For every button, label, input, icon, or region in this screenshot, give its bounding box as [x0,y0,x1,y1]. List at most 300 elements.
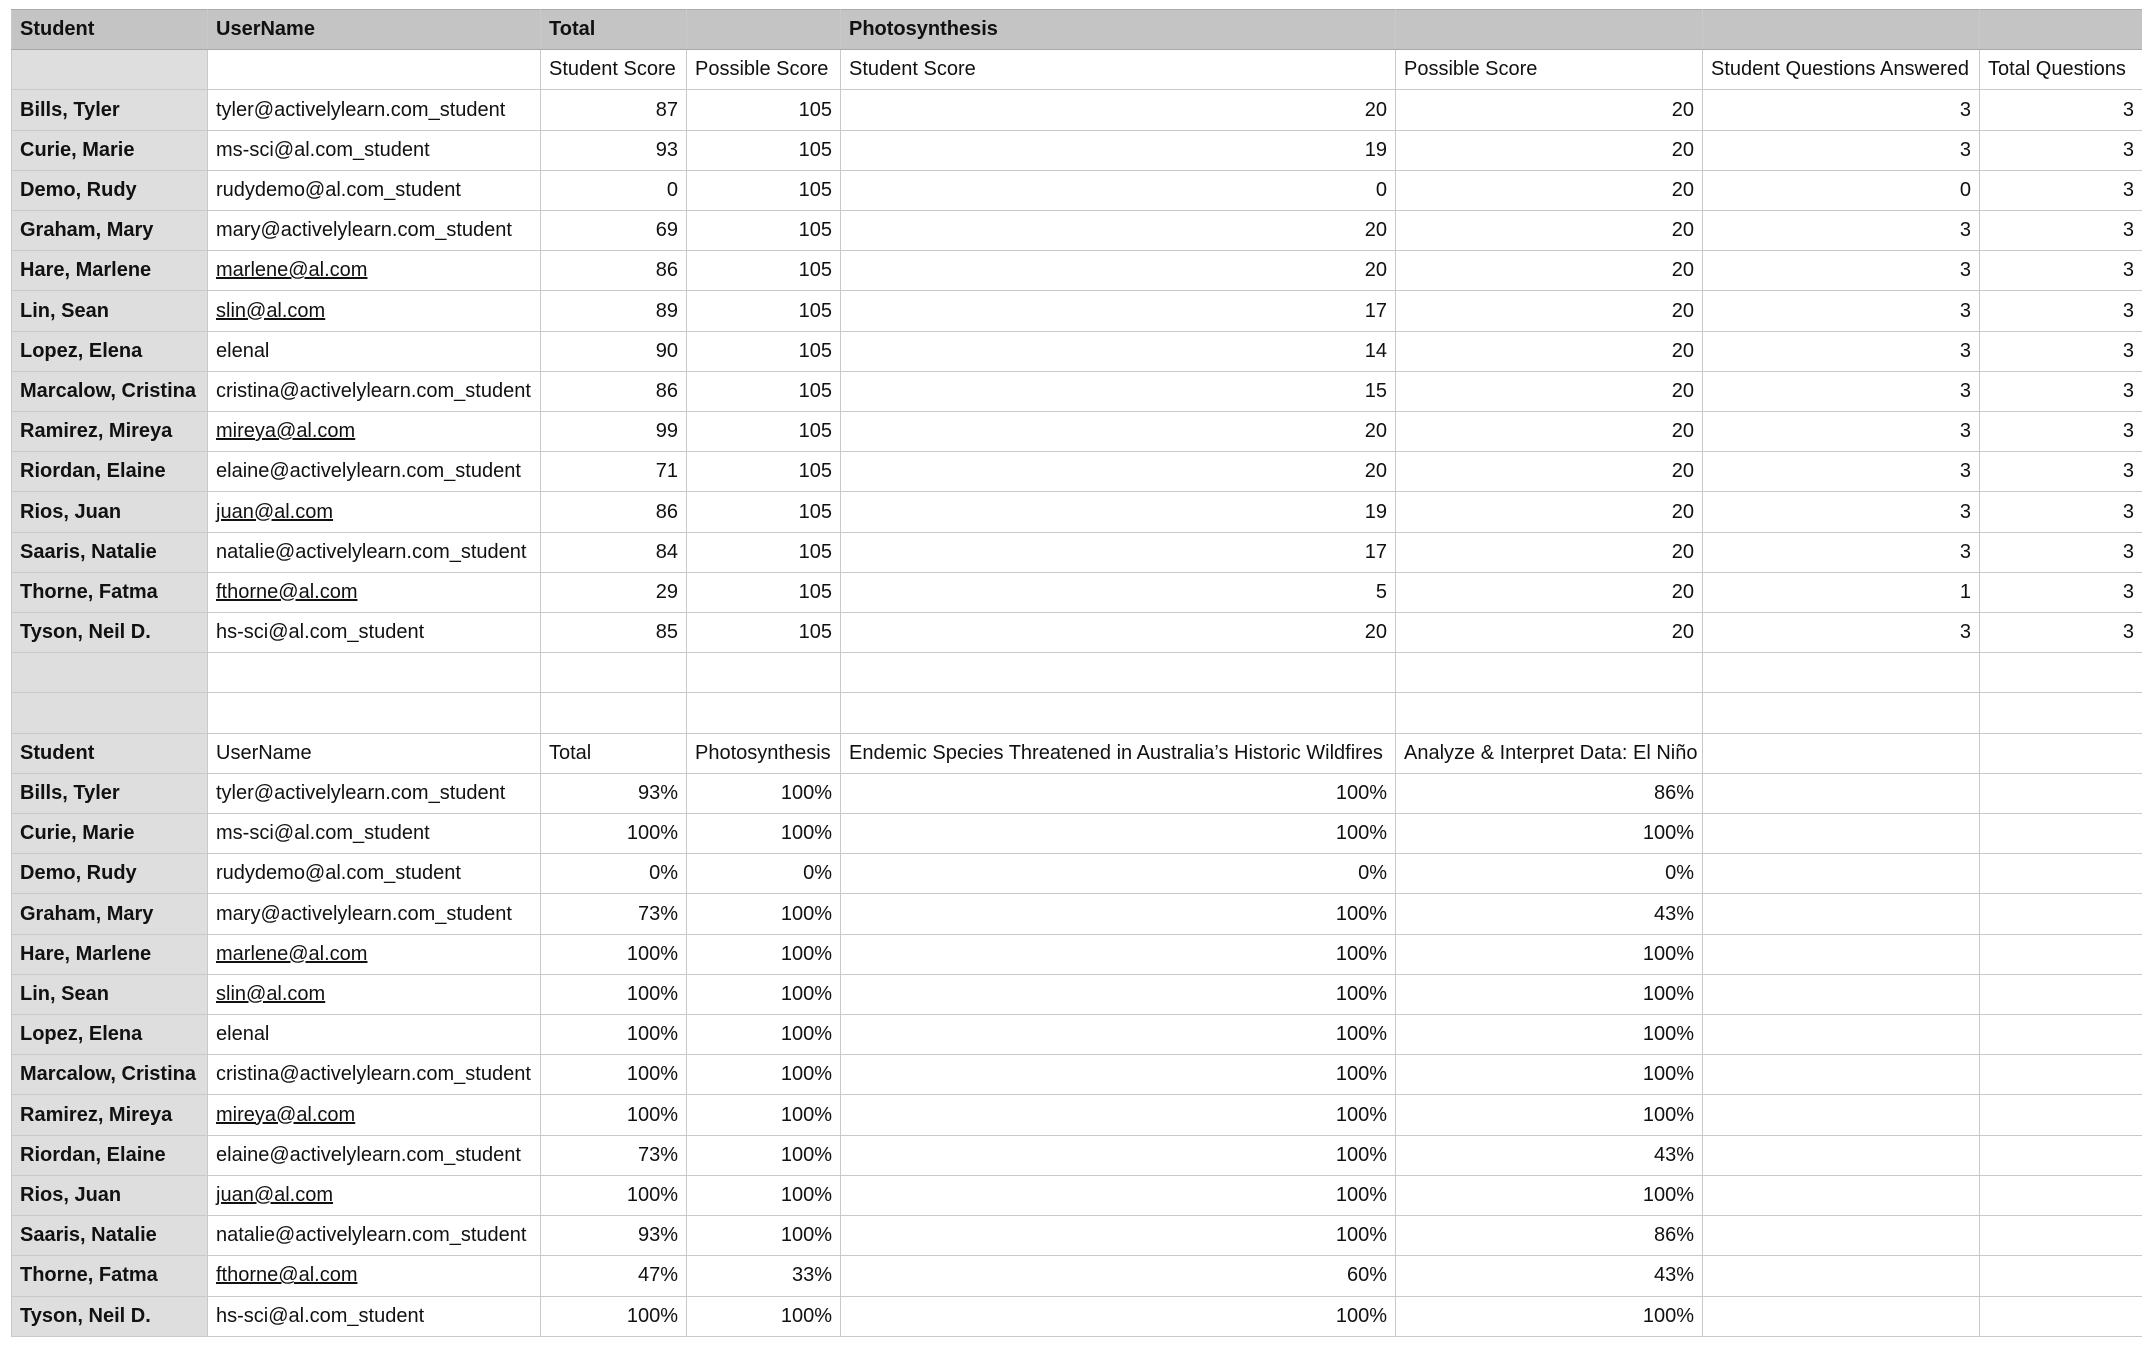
score-cell[interactable] [1396,613,1703,653]
student-name-cell-text: Ramirez, Mireya [20,420,173,443]
score-cell[interactable] [687,412,841,452]
table-row [12,371,2142,411]
score-cell[interactable] [1396,452,1703,492]
score-cell-text: 86 [655,379,678,402]
student-name-cell[interactable] [12,130,208,170]
percent-cell[interactable] [687,1256,841,1296]
score-cell[interactable] [541,170,687,210]
score-cell[interactable] [1980,452,2142,492]
subheader-cell[interactable] [541,50,687,90]
percent-cell-text: 100% [1335,1143,1387,1166]
percent-cell[interactable] [841,1055,1396,1095]
empty-cell[interactable] [1980,854,2142,894]
score-cell[interactable] [541,412,687,452]
empty-cell[interactable] [1703,894,1980,934]
student-name-cell[interactable] [12,412,208,452]
empty-cell[interactable] [1703,773,1980,813]
empty-cell[interactable] [541,653,687,693]
empty-cell[interactable] [1980,773,2142,813]
empty-cell[interactable] [1703,814,1980,854]
score-cell[interactable] [1396,90,1703,130]
percent-cell[interactable] [687,1055,841,1095]
score-cell[interactable] [841,291,1396,331]
score-cell[interactable] [687,251,841,291]
score-cell[interactable] [687,291,841,331]
score-cell[interactable] [841,130,1396,170]
percent-header-cell[interactable] [208,733,541,773]
percent-header-cell[interactable] [841,733,1396,773]
empty-cell[interactable] [841,693,1396,733]
percent-cell[interactable] [687,1135,841,1175]
score-cell[interactable] [841,371,1396,411]
username-cell[interactable] [208,532,541,572]
score-cell[interactable] [1703,613,1980,653]
score-cell[interactable] [1980,371,2142,411]
username-cell[interactable] [208,492,541,532]
score-cell[interactable] [1980,532,2142,572]
percent-cell[interactable] [687,814,841,854]
username-cell[interactable] [208,894,541,934]
username-cell-text: mary@activelylearn.com_student [216,902,512,925]
student-name-cell[interactable] [12,532,208,572]
empty-cell[interactable] [1703,934,1980,974]
score-cell[interactable] [1703,90,1980,130]
score-cell[interactable] [1396,170,1703,210]
score-cell[interactable] [1703,412,1980,452]
score-cell[interactable] [1980,130,2142,170]
score-cell[interactable] [1703,532,1980,572]
percent-cell[interactable] [1396,814,1703,854]
empty-cell[interactable] [1980,894,2142,934]
percent-cell[interactable] [841,814,1396,854]
score-cell[interactable] [1396,371,1703,411]
score-cell[interactable] [841,90,1396,130]
percent-cell[interactable] [1396,974,1703,1014]
percent-cell[interactable] [541,1135,687,1175]
score-cell[interactable] [841,251,1396,291]
table-row [12,934,2142,974]
student-name-cell[interactable] [12,291,208,331]
score-cell[interactable] [541,492,687,532]
score-cell[interactable] [1703,331,1980,371]
subheader-cell[interactable] [841,50,1396,90]
percent-cell[interactable] [1396,1216,1703,1256]
percent-cell-text: 43% [1653,1264,1694,1287]
percent-cell[interactable] [841,1135,1396,1175]
table-row [12,170,2142,210]
score-cell[interactable] [687,90,841,130]
empty-cell[interactable] [1703,1015,1980,1055]
score-cell[interactable] [541,452,687,492]
empty-cell[interactable] [1703,1055,1980,1095]
score-cell[interactable] [1980,613,2142,653]
empty-cell[interactable] [1703,1095,1980,1135]
student-name-cell[interactable] [12,371,208,411]
percent-cell[interactable] [841,974,1396,1014]
percent-cell[interactable] [1396,1135,1703,1175]
header-cell[interactable] [1396,10,1703,50]
score-cell[interactable] [1396,492,1703,532]
percent-cell[interactable] [1396,773,1703,813]
student-name-cell[interactable] [12,814,208,854]
score-cell[interactable] [841,572,1396,612]
score-cell[interactable] [1980,492,2142,532]
subheader-cell[interactable] [12,50,208,90]
percent-cell[interactable] [541,974,687,1014]
percent-cell[interactable] [687,934,841,974]
score-cell[interactable] [1396,532,1703,572]
score-cell[interactable] [1703,452,1980,492]
username-cell[interactable] [208,1015,541,1055]
score-cell[interactable] [1980,572,2142,612]
empty-cell[interactable] [1980,974,2142,1014]
score-cell[interactable] [1980,170,2142,210]
subheader-cell[interactable] [208,50,541,90]
percent-cell[interactable] [1396,1296,1703,1337]
score-cell[interactable] [687,170,841,210]
student-name-cell[interactable] [12,974,208,1014]
percent-cell[interactable] [687,974,841,1014]
score-cell-text: 105 [798,98,832,121]
student-name-cell[interactable] [12,90,208,130]
score-cell[interactable] [1396,211,1703,251]
score-cell-text: 20 [1671,339,1694,362]
score-cell-text: 3 [2122,178,2134,201]
percent-cell-text: 100% [1335,982,1387,1005]
score-cell[interactable] [1703,371,1980,411]
score-cell[interactable] [541,251,687,291]
score-cell[interactable] [841,211,1396,251]
empty-cell[interactable] [1980,1256,2142,1296]
student-name-cell[interactable] [12,1055,208,1095]
score-cell-text: 20 [1671,178,1694,201]
percent-cell[interactable] [841,934,1396,974]
username-cell[interactable] [208,1296,541,1337]
student-name-cell-text: Bills, Tyler [20,781,120,804]
empty-cell[interactable] [1980,1055,2142,1095]
student-name-cell[interactable] [12,170,208,210]
empty-cell[interactable] [12,653,208,693]
score-cell[interactable] [1703,170,1980,210]
student-name-cell[interactable] [12,1095,208,1135]
empty-cell[interactable] [1980,934,2142,974]
percent-cell[interactable] [541,1216,687,1256]
student-name-cell[interactable] [12,1015,208,1055]
score-cell[interactable] [1703,130,1980,170]
username-cell[interactable] [208,974,541,1014]
username-cell-text: elaine@activelylearn.com_student [216,460,521,483]
empty-cell[interactable] [541,693,687,733]
header-cell[interactable] [841,10,1396,50]
percent-cell[interactable] [841,1256,1396,1296]
empty-cell[interactable] [1980,1135,2142,1175]
empty-cell[interactable] [1703,1256,1980,1296]
percent-cell[interactable] [687,1296,841,1337]
percent-cell[interactable] [1396,1015,1703,1055]
percent-cell[interactable] [1396,854,1703,894]
score-cell[interactable] [1980,90,2142,130]
percent-cell[interactable] [541,1175,687,1215]
score-cell-text: 20 [1671,500,1694,523]
header-cell[interactable] [541,10,687,50]
student-name-cell[interactable] [12,854,208,894]
header-cell[interactable] [1980,10,2142,50]
student-name-cell-text: Hare, Marlene [20,259,152,282]
username-cell[interactable] [208,170,541,210]
username-cell[interactable] [208,291,541,331]
percent-cell-text: 100% [780,1224,832,1247]
percent-cell[interactable] [687,1015,841,1055]
percent-cell-text: 73% [637,902,678,925]
student-name-cell[interactable] [12,492,208,532]
empty-cell[interactable] [1703,1216,1980,1256]
empty-cell[interactable] [1703,974,1980,1014]
empty-cell[interactable] [687,693,841,733]
percent-cell-text: 100% [1335,1224,1387,1247]
header-cell[interactable] [1703,10,1980,50]
score-cell[interactable] [1396,331,1703,371]
score-cell[interactable] [841,412,1396,452]
table-row [12,291,2142,331]
empty-cell[interactable] [1980,1216,2142,1256]
percent-cell[interactable] [687,1216,841,1256]
username-cell[interactable] [208,814,541,854]
score-cell[interactable] [541,572,687,612]
username-cell[interactable] [208,251,541,291]
score-cell[interactable] [1396,291,1703,331]
score-cell[interactable] [1703,572,1980,612]
percent-cell-text: 100% [1335,822,1387,845]
score-cell[interactable] [687,572,841,612]
score-cell[interactable] [841,331,1396,371]
score-cell[interactable] [687,371,841,411]
percent-cell[interactable] [841,1296,1396,1337]
score-cell[interactable] [541,90,687,130]
empty-cell[interactable] [1396,693,1703,733]
student-name-cell[interactable] [12,1216,208,1256]
student-name-cell[interactable] [12,452,208,492]
percent-header-cell[interactable] [1703,733,1980,773]
percent-cell[interactable] [1396,934,1703,974]
score-cell[interactable] [687,492,841,532]
score-cell[interactable] [841,532,1396,572]
score-cell-text: 20 [1364,621,1387,644]
percent-cell[interactable] [1396,1175,1703,1215]
percent-cell-text: 100% [626,1103,678,1126]
percent-header-cell[interactable] [12,733,208,773]
percent-cell[interactable] [841,1015,1396,1055]
student-name-cell[interactable] [12,251,208,291]
username-cell[interactable] [208,331,541,371]
score-cell[interactable] [1396,251,1703,291]
percent-cell[interactable] [541,1256,687,1296]
score-cell[interactable] [541,371,687,411]
score-cell[interactable] [687,331,841,371]
percent-cell[interactable] [1396,894,1703,934]
subheader-cell[interactable] [1396,50,1703,90]
score-cell[interactable] [841,170,1396,210]
score-cell[interactable] [1703,492,1980,532]
score-cell[interactable] [1980,412,2142,452]
percent-header-cell[interactable] [687,733,841,773]
username-cell[interactable] [208,1256,541,1296]
percent-cell[interactable] [687,894,841,934]
percent-cell[interactable] [841,1175,1396,1215]
student-name-cell[interactable] [12,1256,208,1296]
score-cell[interactable] [841,452,1396,492]
percent-cell[interactable] [541,1015,687,1055]
percent-cell[interactable] [541,934,687,974]
student-name-cell[interactable] [12,572,208,612]
percent-cell[interactable] [541,1296,687,1337]
empty-cell[interactable] [1703,1135,1980,1175]
empty-cell[interactable] [1980,1015,2142,1055]
header-cell[interactable] [687,10,841,50]
score-cell[interactable] [687,130,841,170]
percent-cell[interactable] [841,773,1396,813]
student-name-cell[interactable] [12,894,208,934]
percent-header-cell[interactable] [1396,733,1703,773]
percent-cell[interactable] [841,1095,1396,1135]
username-cell[interactable] [208,854,541,894]
empty-cell[interactable] [1980,1296,2142,1337]
score-cell[interactable] [541,130,687,170]
username-cell[interactable] [208,613,541,653]
empty-cell[interactable] [208,693,541,733]
score-cell[interactable] [687,613,841,653]
username-cell[interactable] [208,412,541,452]
empty-cell[interactable] [1703,653,1980,693]
empty-cell[interactable] [1980,653,2142,693]
empty-cell[interactable] [208,653,541,693]
percent-cell[interactable] [687,1095,841,1135]
student-name-cell[interactable] [12,773,208,813]
percent-cell[interactable] [687,854,841,894]
username-cell[interactable] [208,934,541,974]
percent-cell[interactable] [541,773,687,813]
subheader-cell[interactable] [687,50,841,90]
subheader-cell[interactable] [1980,50,2142,90]
empty-cell[interactable] [687,653,841,693]
score-cell[interactable] [1396,412,1703,452]
header-cell[interactable] [12,10,208,50]
score-cell[interactable] [541,211,687,251]
username-cell-text: marlene@al.com [216,942,368,965]
percent-cell[interactable] [841,854,1396,894]
username-cell[interactable] [208,572,541,612]
score-cell[interactable] [1980,251,2142,291]
score-cell[interactable] [1703,291,1980,331]
empty-cell[interactable] [1980,814,2142,854]
header-cell[interactable] [208,10,541,50]
score-cell[interactable] [541,532,687,572]
username-cell[interactable] [208,211,541,251]
percent-header-cell[interactable] [1980,733,2142,773]
username-cell[interactable] [208,1135,541,1175]
percent-cell[interactable] [541,814,687,854]
score-cell[interactable] [1980,211,2142,251]
percent-cell[interactable] [541,854,687,894]
percent-cell[interactable] [687,1175,841,1215]
score-cell[interactable] [1703,211,1980,251]
percent-cell[interactable] [1396,1055,1703,1095]
username-cell[interactable] [208,452,541,492]
score-cell[interactable] [541,613,687,653]
empty-cell[interactable] [1703,854,1980,894]
percent-cell[interactable] [841,894,1396,934]
percent-cell[interactable] [541,1095,687,1135]
student-name-cell-text: Saaris, Natalie [20,1224,157,1247]
empty-cell[interactable] [1980,693,2142,733]
student-name-cell[interactable] [12,613,208,653]
username-cell[interactable] [208,371,541,411]
empty-cell[interactable] [1703,1175,1980,1215]
subheader-cell-text: Possible Score [695,58,829,81]
score-cell[interactable] [687,452,841,492]
username-cell[interactable] [208,90,541,130]
student-name-cell[interactable] [12,934,208,974]
percent-cell[interactable] [541,894,687,934]
username-cell[interactable] [208,1055,541,1095]
empty-cell[interactable] [1703,1296,1980,1337]
table-row [12,211,2142,251]
percent-header-cell[interactable] [541,733,687,773]
score-cell[interactable] [687,211,841,251]
score-cell[interactable] [541,291,687,331]
score-cell[interactable] [1980,331,2142,371]
username-cell[interactable] [208,1216,541,1256]
score-cell-text: 20 [1671,460,1694,483]
empty-cell[interactable] [1980,1095,2142,1135]
score-cell[interactable] [1396,572,1703,612]
score-cell[interactable] [1703,251,1980,291]
student-name-cell[interactable] [12,1175,208,1215]
percent-cell-text: 100% [626,982,678,1005]
empty-cell[interactable] [841,653,1396,693]
empty-cell[interactable] [1396,653,1703,693]
percent-cell[interactable] [541,1055,687,1095]
score-cell[interactable] [541,331,687,371]
score-cell[interactable] [1980,291,2142,331]
student-name-cell[interactable] [12,1296,208,1337]
percent-cell[interactable] [1396,1095,1703,1135]
score-cell[interactable] [1396,130,1703,170]
username-cell[interactable] [208,773,541,813]
empty-cell[interactable] [1980,1175,2142,1215]
username-cell[interactable] [208,130,541,170]
percent-cell[interactable] [687,773,841,813]
score-cell-text: 1 [1959,580,1971,603]
username-cell[interactable] [208,1095,541,1135]
student-name-cell[interactable] [12,331,208,371]
empty-cell[interactable] [12,693,208,733]
percent-cell-text: 100% [1335,942,1387,965]
username-cell[interactable] [208,1175,541,1215]
score-cell[interactable] [841,613,1396,653]
student-name-cell-text: Hare, Marlene [20,942,152,965]
score-cell-text: 0 [666,178,678,201]
student-name-cell[interactable] [12,211,208,251]
subheader-cell[interactable] [1703,50,1980,90]
score-cell[interactable] [687,532,841,572]
score-cell[interactable] [841,492,1396,532]
percent-cell[interactable] [841,1216,1396,1256]
student-name-cell[interactable] [12,1135,208,1175]
score-cell-text: 3 [1959,420,1971,443]
empty-cell[interactable] [1703,693,1980,733]
percent-cell[interactable] [1396,1256,1703,1296]
table-row [12,1095,2142,1135]
